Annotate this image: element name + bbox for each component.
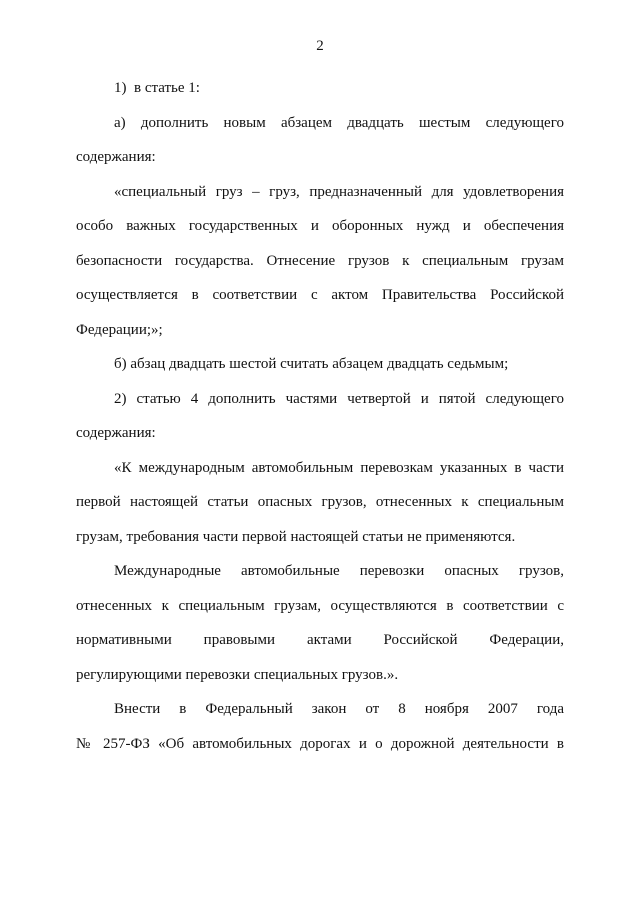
text-line: «специальный груз – груз, предназначенный для удовлетворения (114, 183, 564, 200)
text-line: первой настоящей статьи опасных грузов, отнесенных к специальным (76, 494, 564, 510)
text-line: особо важных государственных и оборонных нужд и обеспечения (76, 218, 564, 234)
text-line: осуществляется в соответствии с актом Правительства Российской (76, 287, 564, 303)
document-body (76, 71, 564, 761)
paragraph-item-1b: б) абзац двадцать шестой считать абзацем двадцать седьмым; (114, 356, 509, 372)
quoted-definition (76, 175, 564, 348)
quoted-part-five (76, 554, 564, 692)
text-line: регулирующими перевозки специальных грузов.». (76, 666, 399, 683)
paragraph-item-2 (76, 382, 564, 451)
quoted-part-four (76, 451, 564, 555)
paragraph-item-1a (76, 106, 564, 175)
text-line: Международные автомобильные перевозки опасных грузов, (114, 563, 564, 579)
text-line: «К международным автомобильным перевозкам указанных в части (114, 459, 564, 476)
text-line: содержания: (76, 149, 156, 165)
text-line: № 257-ФЗ «Об автомобильных дорогах и о дорожной деятельности в (76, 735, 564, 752)
text-line: Федерации;»; (76, 321, 163, 338)
text-line: а) дополнить новым абзацем двадцать шестым следующего (114, 114, 564, 131)
article-2-text (76, 692, 564, 761)
paragraph-item-1: 1) в статье 1: (114, 80, 200, 96)
page-number: 2 (316, 38, 324, 54)
text-line: грузам, требования части первой настоящей статьи не применяются. (76, 528, 516, 545)
text-line: безопасности государства. Отнесение грузов к специальным грузам (76, 252, 564, 269)
text-line: содержания: (76, 425, 156, 441)
text-line: отнесенных к специальным грузам, осуществляются в соответствии с (76, 597, 564, 614)
text-line: Внести в Федеральный закон от 8 ноября 2007 года (114, 701, 564, 717)
text-line: 2) статью 4 дополнить частями четвертой и пятой следующего (114, 390, 564, 407)
text-line: нормативными правовыми актами Российской Федерации, (76, 632, 564, 648)
